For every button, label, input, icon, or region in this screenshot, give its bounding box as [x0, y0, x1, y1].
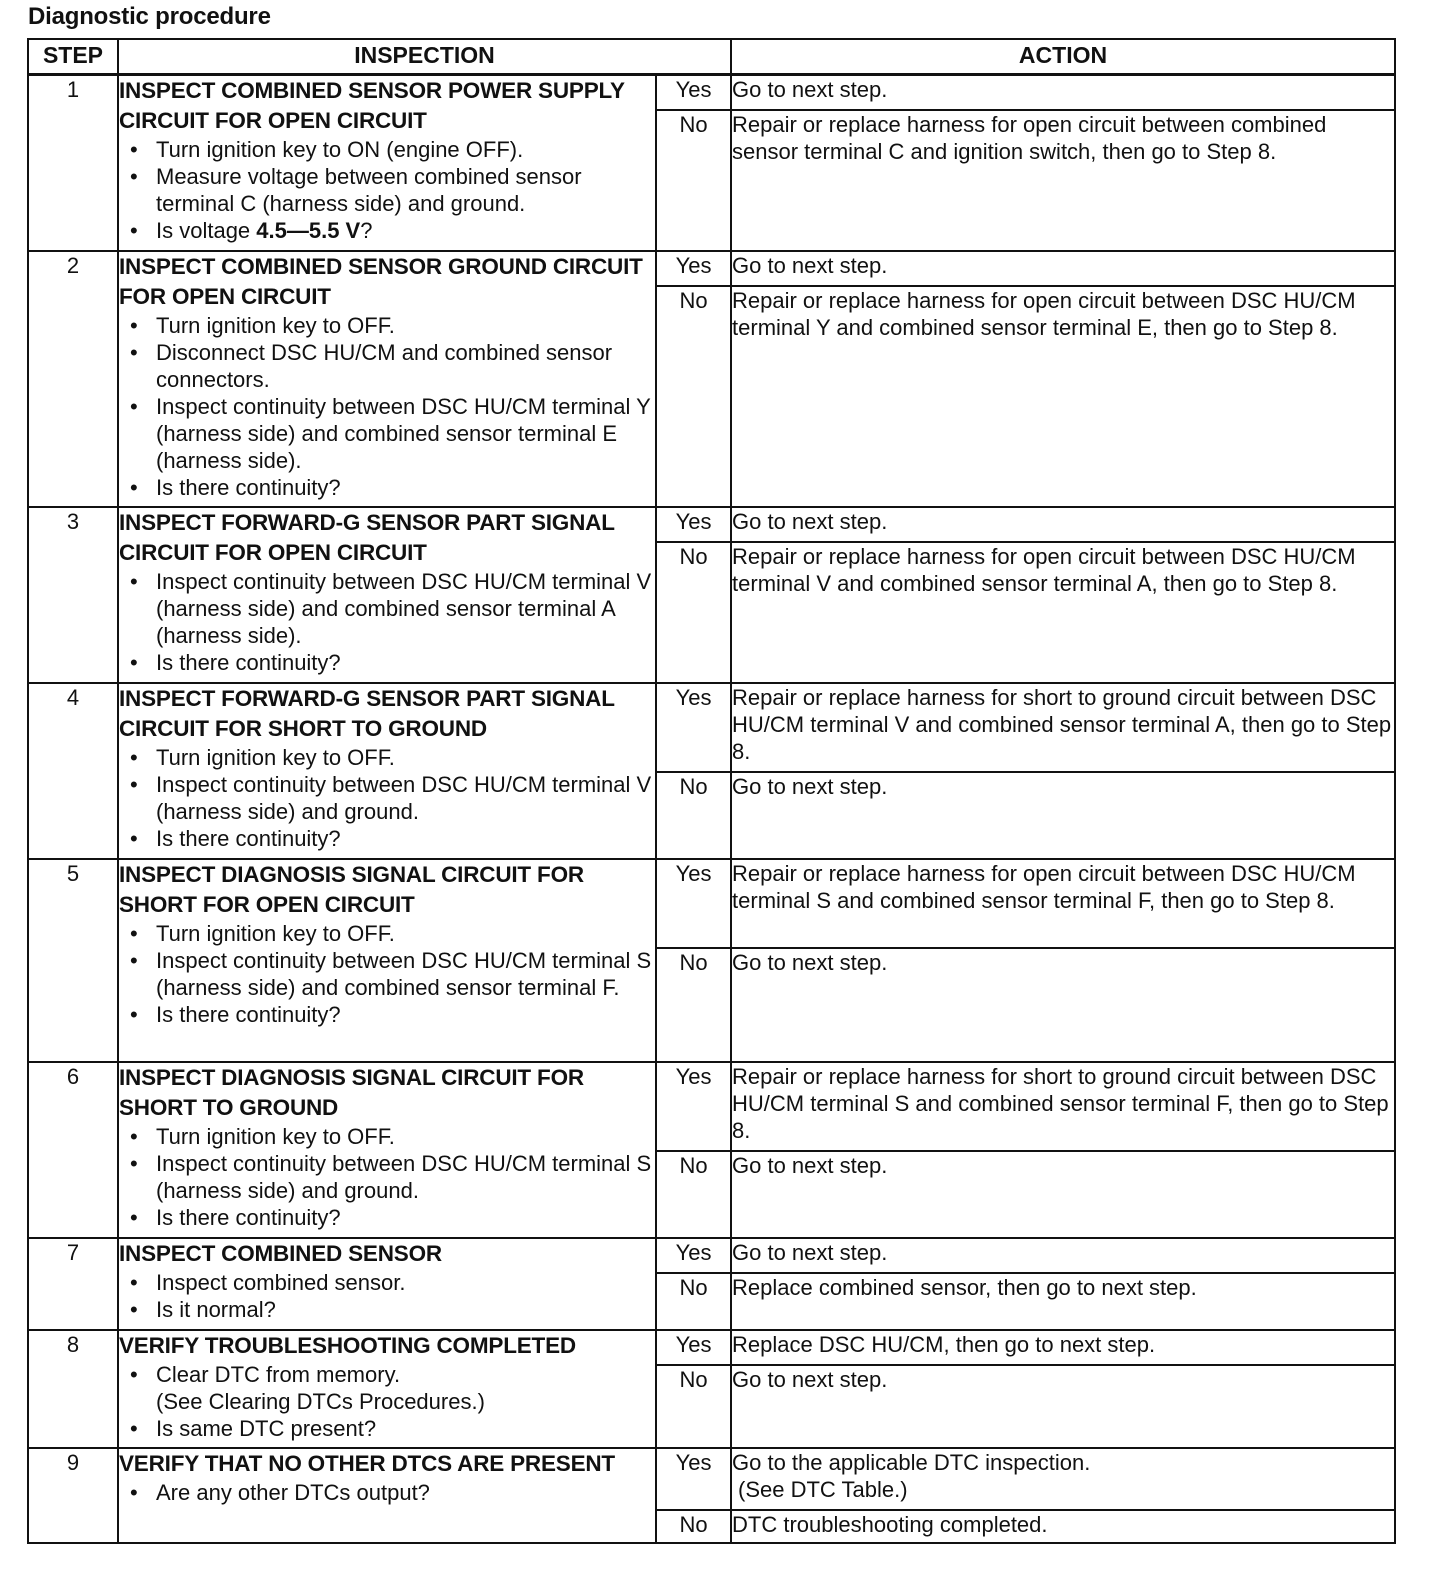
inspection-title: INSPECT FORWARD-G SENSOR PART SIGNAL CIRCUIT FOR SHORT TO GROUND [119, 685, 615, 741]
inspection-step: • Is there continuity? [119, 825, 655, 852]
question-mark: ? [360, 218, 373, 243]
step-number: 5 [28, 859, 118, 1062]
step-number: 8 [28, 1330, 118, 1448]
action-yes: Repair or replace harness for short to ground circuit between DSC HU/CM terminal S and combined sensor terminal F, then go to Step 8. [731, 1062, 1395, 1151]
action-text: Go to the applicable DTC inspection. [732, 1449, 1091, 1475]
answer-no: No [656, 110, 731, 251]
answer-yes: Yes [656, 1330, 731, 1365]
inspection-step: • Measure voltage between combined sensor terminal C (harness side) and ground. [119, 163, 655, 217]
inspection-steps [119, 1123, 655, 1231]
answer-no: No [656, 542, 731, 683]
inspection-step: • Inspect combined sensor. [119, 1269, 655, 1296]
table-row [28, 75, 1395, 110]
action-no: Repair or replace harness for open circuit between DSC HU/CM terminal V and combined sensor terminal A, then go to Step 8. [731, 542, 1395, 683]
answer-no: No [656, 772, 731, 859]
answer-no: No [656, 1273, 731, 1330]
step-number: 4 [28, 683, 118, 859]
table-row [28, 859, 1395, 948]
action-yes [731, 1448, 1395, 1510]
step-number: 3 [28, 507, 118, 683]
inspection-step: • Turn ignition key to OFF. [119, 920, 655, 947]
table-row [28, 251, 1395, 286]
answer-yes: Yes [656, 507, 731, 542]
action-no: Replace combined sensor, then go to next step. [731, 1273, 1395, 1330]
step-number: 1 [28, 75, 118, 251]
step-number: 7 [28, 1238, 118, 1330]
answer-no: No [656, 1510, 731, 1543]
action-yes: Repair or replace harness for open circuit between DSC HU/CM terminal S and combined sensor terminal F, then go to Step 8. [731, 859, 1395, 948]
answer-yes: Yes [656, 75, 731, 110]
inspection-step: • Turn ignition key to OFF. [119, 312, 655, 339]
question-text: Is voltage [156, 218, 257, 243]
answer-yes: Yes [656, 251, 731, 286]
action-no: Go to next step. [731, 1365, 1395, 1448]
inspection-step: • Inspect continuity between DSC HU/CM terminal Y (harness side) and combined sensor terminal E (harness side). [119, 393, 655, 474]
inspection-title: INSPECT COMBINED SENSOR GROUND CIRCUIT FOR OPEN CIRCUIT [119, 253, 643, 309]
inspection-cell [118, 859, 656, 1062]
inspection-steps [119, 744, 655, 852]
page-title: Diagnostic procedure [28, 3, 271, 30]
answer-yes: Yes [656, 683, 731, 772]
inspection-step: • Is it normal? [119, 1296, 655, 1323]
inspection-steps [119, 136, 655, 244]
inspection-title: INSPECT DIAGNOSIS SIGNAL CIRCUIT FOR SHORT TO GROUND [119, 1064, 584, 1120]
inspection-steps [119, 312, 655, 501]
header-step: STEP [28, 39, 118, 75]
action-yes: Go to next step. [731, 251, 1395, 286]
table-row [28, 683, 1395, 772]
inspection-step: • Is same DTC present? [119, 1415, 655, 1442]
voltage-spec: 4.5—5.5 V [256, 218, 361, 243]
inspection-title: INSPECT COMBINED SENSOR POWER SUPPLY CIRCUIT FOR OPEN CIRCUIT [119, 78, 625, 133]
inspection-cell [118, 1062, 656, 1238]
answer-no: No [656, 1365, 731, 1448]
inspection-step: • Are any other DTCs output? [119, 1479, 655, 1506]
table-row [28, 1330, 1395, 1365]
inspection-step: • Inspect continuity between DSC HU/CM terminal S (harness side) and ground. [119, 1150, 655, 1204]
inspection-step: • Inspect continuity between DSC HU/CM terminal S (harness side) and combined sensor terminal F. [119, 947, 655, 1001]
step-number: 9 [28, 1448, 118, 1543]
inspection-cell [118, 1448, 656, 1543]
inspection-title: VERIFY TROUBLESHOOTING COMPLETED [119, 1332, 576, 1358]
inspection-cell [118, 507, 656, 683]
inspection-step: • Inspect continuity between DSC HU/CM terminal V (harness side) and ground. [119, 771, 655, 825]
inspection-cell [118, 1238, 656, 1330]
answer-yes: Yes [656, 1448, 731, 1510]
action-no: DTC troubleshooting completed. [731, 1510, 1395, 1543]
action-no: Go to next step. [731, 1151, 1395, 1238]
action-yes: Go to next step. [731, 75, 1395, 110]
header-row [28, 39, 1395, 75]
inspection-step-note: (See Clearing DTCs Procedures.) [156, 1388, 485, 1414]
inspection-cell [118, 251, 656, 507]
inspection-title: INSPECT COMBINED SENSOR [119, 1240, 442, 1266]
inspection-steps [119, 568, 655, 676]
inspection-cell [118, 683, 656, 859]
inspection-title: VERIFY THAT NO OTHER DTCS ARE PRESENT [119, 1450, 615, 1476]
table-row [28, 1062, 1395, 1151]
inspection-steps [119, 920, 655, 1028]
answer-no: No [656, 948, 731, 1062]
inspection-step: • Is there continuity? [119, 1001, 655, 1028]
answer-yes: Yes [656, 1238, 731, 1273]
inspection-step [119, 217, 655, 244]
header-action: ACTION [731, 39, 1395, 75]
action-no: Repair or replace harness for open circuit between DSC HU/CM terminal Y and combined sensor terminal E, then go to Step 8. [731, 286, 1395, 507]
inspection-step: • Is there continuity? [119, 1204, 655, 1231]
step-number: 2 [28, 251, 118, 507]
action-no: Go to next step. [731, 772, 1395, 859]
inspection-steps [119, 1479, 655, 1506]
answer-no: No [656, 286, 731, 507]
action-no: Repair or replace harness for open circuit between combined sensor terminal C and ignition switch, then go to Step 8. [731, 110, 1395, 251]
inspection-title: INSPECT DIAGNOSIS SIGNAL CIRCUIT FOR SHORT FOR OPEN CIRCUIT [119, 861, 584, 917]
inspection-step: • Turn ignition key to ON (engine OFF). [119, 136, 655, 163]
answer-yes: Yes [656, 859, 731, 948]
answer-yes: Yes [656, 1062, 731, 1151]
table-row [28, 1238, 1395, 1273]
action-yes: Go to next step. [731, 507, 1395, 542]
step-number: 6 [28, 1062, 118, 1238]
inspection-steps [119, 1361, 655, 1442]
header-inspection: INSPECTION [118, 39, 731, 75]
action-no: Go to next step. [731, 948, 1395, 1062]
answer-no: No [656, 1151, 731, 1238]
inspection-step: • Is there continuity? [119, 474, 655, 501]
inspection-steps [119, 1269, 655, 1323]
diagnostic-table [27, 38, 1396, 1544]
action-yes: Repair or replace harness for short to ground circuit between DSC HU/CM terminal V and combined sensor terminal A, then go to Step 8. [731, 683, 1395, 772]
table-row [28, 507, 1395, 542]
action-note: (See DTC Table.) [738, 1476, 908, 1502]
action-yes: Go to next step. [731, 1238, 1395, 1273]
inspection-step: • Clear DTC from memory. [119, 1361, 655, 1388]
inspection-cell [118, 1330, 656, 1448]
action-yes: Replace DSC HU/CM, then go to next step. [731, 1330, 1395, 1365]
inspection-title: INSPECT FORWARD-G SENSOR PART SIGNAL CIRCUIT FOR OPEN CIRCUIT [119, 509, 615, 565]
inspection-step: • Turn ignition key to OFF. [119, 1123, 655, 1150]
inspection-step: • Inspect continuity between DSC HU/CM terminal V (harness side) and combined sensor terminal A (harness side). [119, 568, 655, 649]
inspection-step: • Disconnect DSC HU/CM and combined sensor connectors. [119, 339, 655, 393]
inspection-step: • Turn ignition key to OFF. [119, 744, 655, 771]
inspection-step: • Is there continuity? [119, 649, 655, 676]
table-row [28, 1448, 1395, 1510]
inspection-cell [118, 75, 656, 251]
